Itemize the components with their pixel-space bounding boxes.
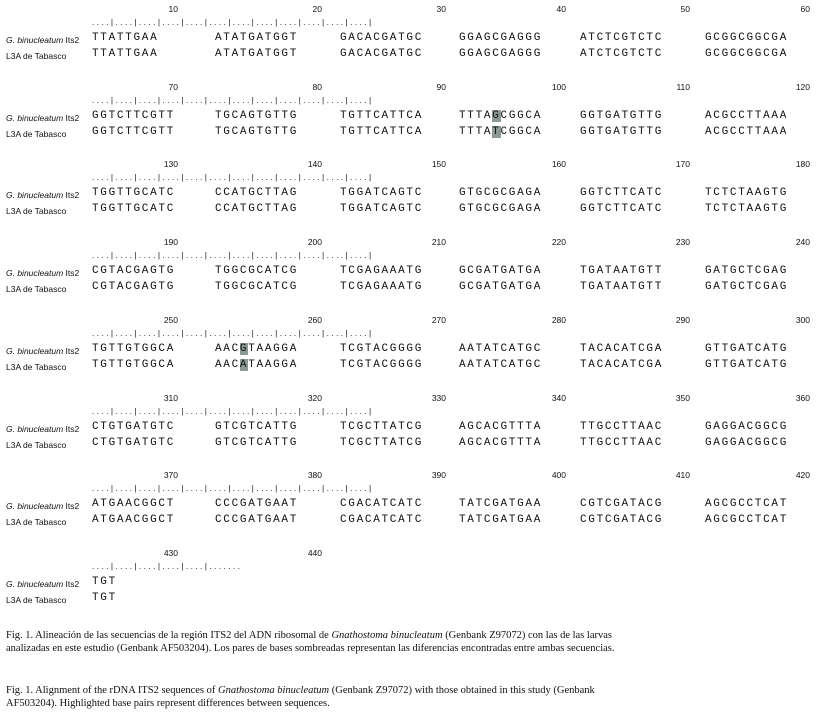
position-number: 430 (163, 547, 178, 558)
marker-name: Its2 (63, 35, 80, 45)
sequence-group-sample: CTGTGATGTC (92, 436, 176, 449)
sequence-label-reference (6, 190, 79, 200)
sequence-group-reference: TCGTACGGGG (340, 342, 424, 355)
sequence-group-reference: GGTGATGTTG (580, 109, 664, 122)
sequence-label-sample: L3A de Tabasco (6, 439, 67, 450)
sequence-group-sample: CCATGCTTAG (215, 203, 299, 216)
sequence-group-reference: TGGATCAGTC (340, 187, 424, 200)
species-name: G. binucleatum (6, 501, 64, 512)
position-number: 250 (163, 314, 178, 325)
position-number: 60 (800, 4, 810, 14)
sequence-label-sample: L3A de Tabasco (6, 517, 67, 528)
sequence-label-reference (6, 424, 79, 434)
position-number: 10 (168, 4, 178, 14)
species-name: G. binucleatum (6, 578, 64, 589)
position-number: 220 (551, 237, 566, 248)
sequence-group-reference: GGAGCGAGGG (459, 32, 543, 44)
sequence-group-sample: ACGCCTTAAA (705, 125, 789, 138)
position-number: 210 (431, 237, 446, 248)
position-number: 190 (163, 237, 178, 248)
ruler-track: . . . . | . . . . | . . . . | . . . . | . . . . | . . . . . . . (92, 560, 241, 571)
sequence-group-reference: TGT (92, 575, 117, 588)
species-name: G. binucleatum (6, 268, 64, 279)
sequence-group-sample: TGGCGCATCG (215, 281, 299, 294)
position-number: 270 (431, 314, 446, 325)
ruler-track: . . . . | . . . . | . . . . | . . . . | . . . . | . . . . | . . . . | . . . . | . . . . | . . . . | . . . . | . . . . | (92, 94, 372, 105)
sequence-group-reference: TGATAATGTT (580, 265, 664, 278)
sequence-label-sample: L3A de Tabasco (6, 284, 67, 295)
alignment-block (0, 393, 817, 453)
species-name: G. binucleatum (6, 190, 64, 201)
ruler-track: . . . . | . . . . | . . . . | . . . . | . . . . | . . . . | . . . . | . . . . | . . . . | . . . . | . . . . | . . . . | (92, 405, 372, 416)
species-name: G. binucleatum (6, 112, 64, 123)
sequence-group-reference: TCGAGAAATG (340, 265, 424, 278)
alignment-block (0, 470, 817, 530)
ruler-track: . . . . | . . . . | . . . . | . . . . | . . . . | . . . . | . . . . | . . . . | . . . . | . . . . | . . . . | . . . . | (92, 327, 372, 338)
position-number: 20 (312, 4, 322, 14)
species-name: G. binucleatum (6, 423, 64, 434)
caption-spanish: Fig. 1. Alineación de las secuencias de la región ITS2 del ADN ribosomal de Gnathostoma binucleatum (Genbank Z97072) con las de las larvas analizadas en este estudio (Genbank AF503204). Los pares de bases sombreadas representan las diferencias encontradas entre ambas secuencias. (6, 630, 615, 654)
sequence-label-sample: L3A de Tabasco (6, 128, 67, 139)
sequence-group-sample: TTATTGAA (92, 48, 159, 60)
position-number: 440 (307, 547, 322, 558)
position-number: 200 (307, 237, 322, 248)
position-number: 410 (675, 470, 690, 481)
sequence-group-sample: GCGGCGGCGA (705, 48, 789, 60)
sequence-group-reference: TGGTTGCATC (92, 187, 176, 200)
position-number: 30 (436, 4, 446, 14)
sequence-group-reference: CTGTGATGTC (92, 420, 176, 433)
sequence-group-sample: GGTGATGTTG (580, 125, 664, 138)
position-number: 40 (556, 4, 566, 14)
sequence-group-sample: GGTCTTCGTT (92, 125, 176, 138)
sequence-group-reference: GCGATGATGA (459, 265, 543, 278)
highlighted-base: A (239, 358, 249, 371)
sequence-group-sample: TGTTGTGGCA (92, 358, 176, 371)
ruler-track: . . . . | . . . . | . . . . | . . . . | . . . . | . . . . | . . . . | . . . . | . . . . | . . . . | . . . . | . . . . | (92, 172, 372, 183)
ruler-track: . . . . | . . . . | . . . . | . . . . | . . . . | . . . . | . . . . | . . . . | . . . . | . . . . | . . . . | . . . . | (92, 17, 372, 27)
marker-name: Its2 (63, 112, 80, 123)
position-number: 350 (675, 392, 690, 403)
position-number: 340 (551, 392, 566, 403)
sequence-group-reference: TCGCTTATCG (340, 420, 424, 433)
sequence-group-reference: GACACGATGC (340, 32, 424, 44)
sequence-label-reference (6, 35, 79, 45)
alignment-block (0, 548, 817, 608)
sequence-group-reference: CGTCGATACG (580, 498, 664, 511)
position-number: 300 (795, 314, 810, 325)
position-number: 110 (676, 81, 690, 92)
sequence-group-reference: CGACATCATC (340, 498, 424, 511)
sequence-group-reference: AACGTAAGGA (215, 342, 299, 355)
sequence-group-sample: AGCACGTTTA (459, 436, 543, 449)
position-number: 320 (307, 392, 322, 403)
ruler-track: . . . . | . . . . | . . . . | . . . . | . . . . | . . . . | . . . . | . . . . | . . . . | . . . . | . . . . | . . . . | (92, 250, 372, 261)
sequence-group-sample: TTTATCGGCA (459, 125, 543, 138)
position-number: 390 (431, 470, 446, 481)
highlighted-base: G (239, 342, 249, 355)
position-number: 180 (795, 159, 810, 170)
sequence-group-sample: GACACGATGC (340, 48, 424, 60)
position-number: 310 (163, 392, 178, 403)
position-number: 80 (312, 81, 322, 92)
sequence-group-reference: GTGCGCGAGA (459, 187, 543, 200)
sequence-group-reference: ATGAACGGCT (92, 498, 176, 511)
sequence-group-reference: GATGCTCGAG (705, 265, 789, 278)
sequence-group-reference: CGTACGAGTG (92, 265, 176, 278)
caption-english: Fig. 1. Alignment of the rDNA ITS2 sequences of Gnathostoma binucleatum (Genbank Z97072) with those obtained in this study (Genbank AF503204). Highlighted base pairs represent differences between sequences. (6, 685, 595, 709)
position-number: 50 (680, 4, 690, 14)
position-number: 130 (163, 159, 178, 170)
sequence-group-sample: ATGAACGGCT (92, 514, 176, 527)
sequence-group-sample: TTGCCTTAAC (580, 436, 664, 449)
alignment-block (0, 315, 817, 375)
species-name: G. binucleatum (6, 35, 64, 45)
position-number: 140 (307, 159, 322, 170)
marker-name: Its2 (63, 190, 80, 201)
position-number: 380 (307, 470, 322, 481)
sequence-group-reference: AATATCATGC (459, 342, 543, 355)
sequence-group-sample: ATATGATGGT (215, 48, 299, 60)
sequence-group-sample: CGTCGATACG (580, 514, 664, 527)
ruler-track: . . . . | . . . . | . . . . | . . . . | . . . . | . . . . | . . . . | . . . . | . . . . | . . . . | . . . . | . . . . | (92, 483, 372, 494)
sequence-group-reference: ATATGATGGT (215, 32, 299, 44)
sequence-group-reference: GCGGCGGCGA (705, 32, 789, 44)
sequence-group-reference: TGGCGCATCG (215, 265, 299, 278)
sequence-group-sample: TCGCTTATCG (340, 436, 424, 449)
marker-name: Its2 (63, 501, 80, 512)
sequence-label-reference (6, 268, 79, 278)
sequence-group-reference: TTGCCTTAAC (580, 420, 664, 433)
species-name: G. binucleatum (6, 345, 64, 356)
sequence-group-sample: TGGTTGCATC (92, 203, 176, 216)
position-number: 230 (675, 237, 690, 248)
sequence-group-sample: TGTTCATTCA (340, 125, 424, 138)
sequence-group-sample: GGTCTTCATC (580, 203, 664, 216)
position-number: 280 (551, 314, 566, 325)
sequence-group-sample: TCGAGAAATG (340, 281, 424, 294)
sequence-group-sample: CCCGATGAAT (215, 514, 299, 527)
sequence-group-reference: TACACATCGA (580, 342, 664, 355)
sequence-group-sample: CGACATCATC (340, 514, 424, 527)
position-number: 370 (163, 470, 178, 481)
position-number: 290 (675, 314, 690, 325)
sequence-label-reference (6, 501, 79, 511)
sequence-group-reference: GGTCTTCATC (580, 187, 664, 200)
sequence-group-sample: TACACATCGA (580, 358, 664, 371)
sequence-label-reference (6, 113, 79, 123)
sequence-label-reference (6, 346, 79, 356)
position-number: 400 (551, 470, 566, 481)
sequence-label-reference (6, 579, 79, 589)
sequence-group-reference: GGTCTTCGTT (92, 109, 176, 122)
marker-name: Its2 (63, 423, 80, 434)
position-number: 170 (675, 159, 690, 170)
highlighted-base: G (492, 109, 501, 122)
sequence-label-sample: L3A de Tabasco (6, 361, 67, 372)
position-number: 120 (795, 81, 810, 92)
sequence-group-sample: TATCGATGAA (459, 514, 543, 527)
sequence-group-reference: TATCGATGAA (459, 498, 543, 511)
sequence-group-reference: TCTCTAAGTG (705, 187, 789, 200)
sequence-group-reference: TTTAGCGGCA (459, 109, 543, 122)
sequence-group-reference: GAGGACGGCG (705, 420, 789, 433)
sequence-group-sample: AACATAAGGA (215, 358, 299, 371)
sequence-label-sample: L3A de Tabasco (6, 206, 67, 217)
position-number: 150 (431, 159, 446, 170)
position-number: 100 (551, 81, 566, 92)
sequence-group-sample: AATATCATGC (459, 358, 543, 371)
alignment-block (0, 4, 817, 64)
sequence-group-sample: TCTCTAAGTG (705, 203, 789, 216)
sequence-group-reference: GTTGATCATG (705, 342, 789, 355)
sequence-group-sample: TGCAGTGTTG (215, 125, 299, 138)
sequence-group-sample: TCGTACGGGG (340, 358, 424, 371)
position-number: 90 (436, 81, 446, 92)
sequence-group-sample: GGAGCGAGGG (459, 48, 543, 60)
sequence-group-sample: GTTGATCATG (705, 358, 789, 371)
sequence-group-sample: GTGCGCGAGA (459, 203, 543, 216)
sequence-group-sample: ATCTCGTCTC (580, 48, 664, 60)
sequence-group-reference: ACGCCTTAAA (705, 109, 789, 122)
position-number: 420 (795, 470, 810, 481)
sequence-group-sample: TGT (92, 591, 117, 604)
sequence-group-reference: AGCACGTTTA (459, 420, 543, 433)
sequence-group-sample: GATGCTCGAG (705, 281, 789, 294)
sequence-group-reference: CCATGCTTAG (215, 187, 299, 200)
sequence-group-reference: GTCGTCATTG (215, 420, 299, 433)
sequence-group-reference: ATCTCGTCTC (580, 32, 664, 44)
position-number: 240 (795, 237, 810, 248)
sequence-group-reference: TGTTCATTCA (340, 109, 424, 122)
position-number: 360 (795, 392, 810, 403)
position-number: 330 (431, 392, 446, 403)
alignment-block (0, 159, 817, 219)
position-number: 70 (168, 81, 178, 92)
alignment-block (0, 237, 817, 297)
highlighted-base: T (492, 125, 501, 138)
marker-name: Its2 (63, 345, 80, 356)
sequence-label-sample: L3A de Tabasco (6, 51, 67, 61)
sequence-group-reference: TGTTGTGGCA (92, 342, 176, 355)
sequence-group-sample: GAGGACGGCG (705, 436, 789, 449)
position-number: 160 (551, 159, 566, 170)
alignment-block (0, 82, 817, 142)
sequence-group-sample: CGTACGAGTG (92, 281, 176, 294)
sequence-group-reference: CCCGATGAAT (215, 498, 299, 511)
sequence-group-sample: GTCGTCATTG (215, 436, 299, 449)
position-number: 260 (307, 314, 322, 325)
marker-name: Its2 (63, 578, 80, 589)
sequence-group-sample: GCGATGATGA (459, 281, 543, 294)
sequence-group-reference: TGCAGTGTTG (215, 109, 299, 122)
sequence-group-sample: TGATAATGTT (580, 281, 664, 294)
sequence-group-sample: TGGATCAGTC (340, 203, 424, 216)
sequence-group-sample: AGCGCCTCAT (705, 514, 789, 527)
marker-name: Its2 (63, 268, 80, 279)
sequence-group-reference: AGCGCCTCAT (705, 498, 789, 511)
sequence-label-sample: L3A de Tabasco (6, 594, 67, 605)
sequence-group-reference: TTATTGAA (92, 32, 159, 44)
